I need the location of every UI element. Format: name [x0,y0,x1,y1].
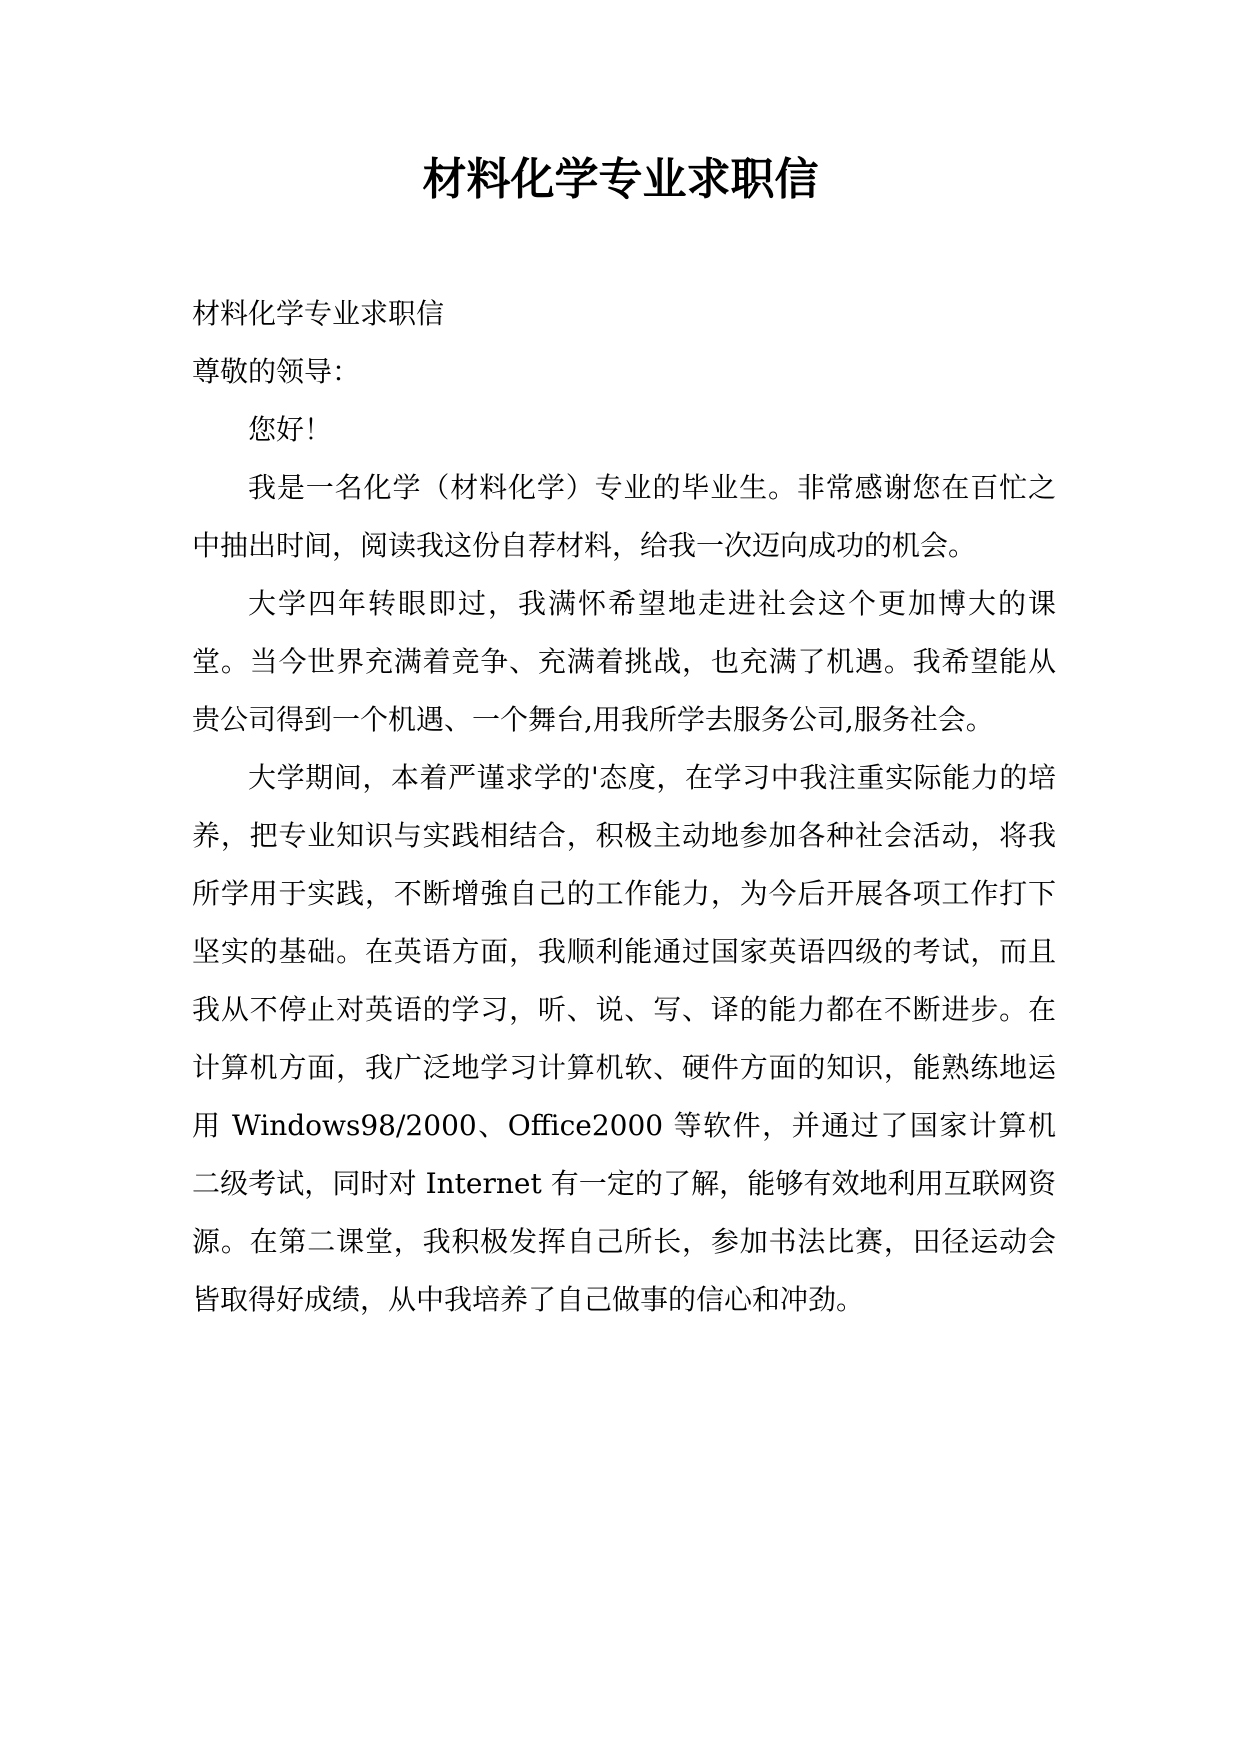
paragraph-salutation: 尊敬的领导： [192,355,361,388]
paragraph-aspiration: 大学四年转眼即过，我满怀希望地走进社会这个更加博大的课堂。当今世界充满着竞争、充满着挑战，也充满了机遇。我希望能从贵公司得到一个机遇、一个舞台,用我所学去服务公司,服务社会。 [192,587,1056,736]
document-title: 材料化学专业求职信 [422,154,819,205]
paragraph-university-experience: 大学期间，本着严谨求学的'态度，在学习中我注重实际能力的培养，把专业知识与实践相结合，积极主动地参加各种社会活动，将我所学用于实践，不断增強自己的工作能力，为今后开展各项工作打下坚实的基础。在英语方面，我顺利能通过国家英语四级的考试，而且我从不停止对英语的学习，听、说、写、译的能力都在不断进步。在计算机方面，我广泛地学习计算机软、硬件方面的知识，能熟练地运用 Windows98/2000、Office2000 等软件，并通过了国家计算机二级考试，同时对 Internet 有一定的了解，能够有效地利用互联网资源。在第二课堂，我积极发挥自己所长，参加书法比赛，田径运动会皆取得好成绩，从中我培养了自己做事的信心和冲劲。 [192,761,1056,1316]
paragraph-heading: 材料化学专业求职信 [192,297,445,330]
paragraph-introduction: 我是一名化学（材料化学）专业的毕业生。非常感谢您在百忙之中抽出时间，阅读我这份自荐材料，给我一次迈向成功的机会。 [192,471,1056,562]
document-body [192,285,1056,1329]
paragraph-greeting: 您好！ [248,413,333,446]
